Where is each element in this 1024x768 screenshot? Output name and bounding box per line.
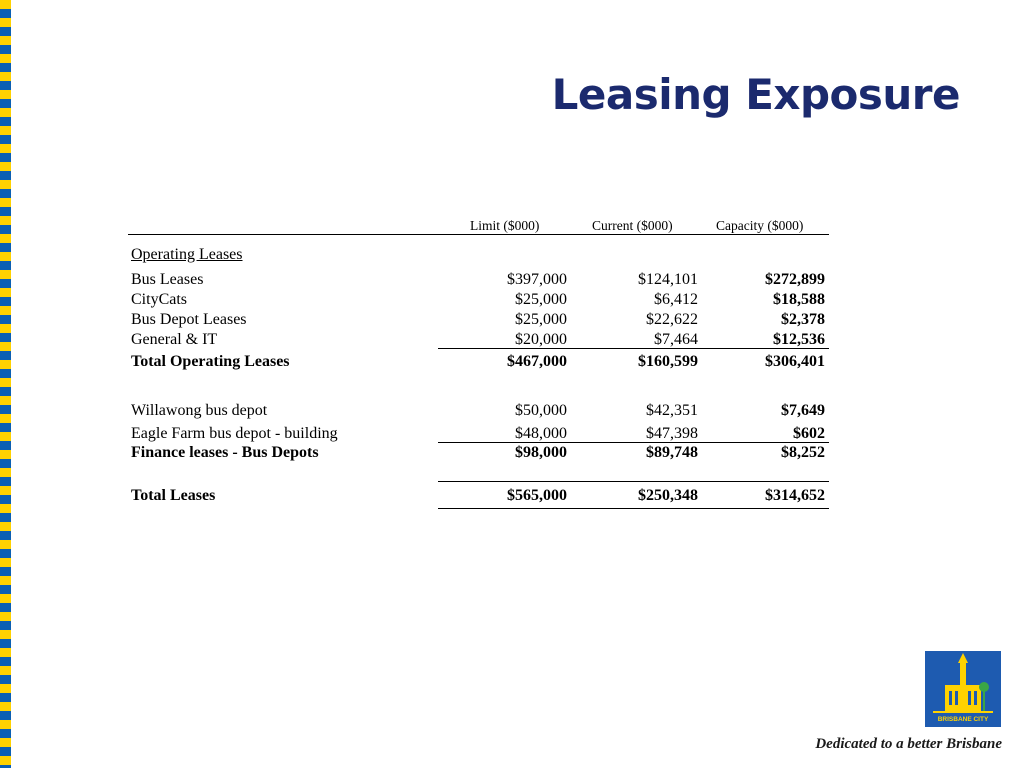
total-row bbox=[131, 353, 829, 371]
capacity-cell: $8,252 bbox=[781, 444, 825, 461]
limit-cell: $397,000 bbox=[507, 271, 567, 288]
capacity-cell: $306,401 bbox=[765, 353, 825, 370]
current-cell: $7,464 bbox=[654, 331, 698, 348]
limit-cell: $25,000 bbox=[515, 311, 567, 328]
tagline: Dedicated to a better Brisbane bbox=[815, 736, 1002, 752]
subtotal-rule bbox=[438, 442, 829, 443]
slide-title: Leasing Exposure bbox=[551, 70, 960, 119]
row-label: CityCats bbox=[131, 291, 188, 308]
limit-cell: $48,000 bbox=[515, 425, 567, 442]
table-row bbox=[131, 331, 829, 349]
current-cell: $22,622 bbox=[646, 311, 698, 328]
capacity-cell: $18,588 bbox=[773, 291, 825, 308]
capacity-cell: $2,378 bbox=[781, 311, 825, 328]
limit-cell: $25,000 bbox=[515, 291, 567, 308]
section-row bbox=[131, 246, 829, 264]
total-label: Finance leases - Bus Depots bbox=[131, 444, 319, 461]
capacity-cell: $602 bbox=[793, 425, 825, 442]
limit-cell: $20,000 bbox=[515, 331, 567, 348]
limit-cell: $565,000 bbox=[507, 487, 567, 504]
limit-cell: $98,000 bbox=[515, 444, 567, 461]
header-limit: Limit ($000) bbox=[470, 218, 540, 233]
current-cell: $47,398 bbox=[646, 425, 698, 442]
grand-total-top-rule bbox=[438, 481, 829, 482]
table-row bbox=[131, 291, 829, 309]
brisbane-city-logo bbox=[925, 651, 1001, 727]
current-cell: $6,412 bbox=[654, 291, 698, 308]
table-row bbox=[131, 311, 829, 329]
grand-total-row bbox=[131, 487, 829, 505]
row-label: Bus Leases bbox=[131, 271, 204, 288]
header-capacity: Capacity ($000) bbox=[716, 218, 804, 233]
subtotal-rule bbox=[438, 348, 829, 349]
limit-cell: $467,000 bbox=[507, 353, 567, 370]
section-label: Operating Leases bbox=[131, 246, 243, 263]
header-current: Current ($000) bbox=[592, 218, 673, 233]
current-cell: $160,599 bbox=[638, 353, 698, 370]
current-cell: $42,351 bbox=[646, 402, 698, 419]
decorative-left-stripe bbox=[0, 0, 11, 768]
total-label: Total Operating Leases bbox=[131, 353, 290, 370]
table-row bbox=[131, 425, 829, 443]
table-row bbox=[131, 402, 829, 420]
limit-cell: $50,000 bbox=[515, 402, 567, 419]
grand-total-bottom-rule bbox=[438, 508, 829, 509]
capacity-cell: $314,652 bbox=[765, 487, 825, 504]
row-label: General & IT bbox=[131, 331, 218, 348]
current-cell: $250,348 bbox=[638, 487, 698, 504]
table-row bbox=[131, 271, 829, 289]
logo-text: BRISBANE CITY bbox=[937, 716, 989, 723]
current-cell: $124,101 bbox=[638, 271, 698, 288]
row-label: Willawong bus depot bbox=[131, 402, 268, 419]
row-label: Eagle Farm bus depot - building bbox=[131, 425, 338, 442]
total-row bbox=[131, 444, 829, 462]
capacity-cell: $272,899 bbox=[765, 271, 825, 288]
current-cell: $89,748 bbox=[646, 444, 698, 461]
row-label: Bus Depot Leases bbox=[131, 311, 247, 328]
capacity-cell: $12,536 bbox=[773, 331, 825, 348]
capacity-cell: $7,649 bbox=[781, 402, 825, 419]
header-rule bbox=[128, 234, 829, 235]
total-label: Total Leases bbox=[131, 487, 216, 504]
